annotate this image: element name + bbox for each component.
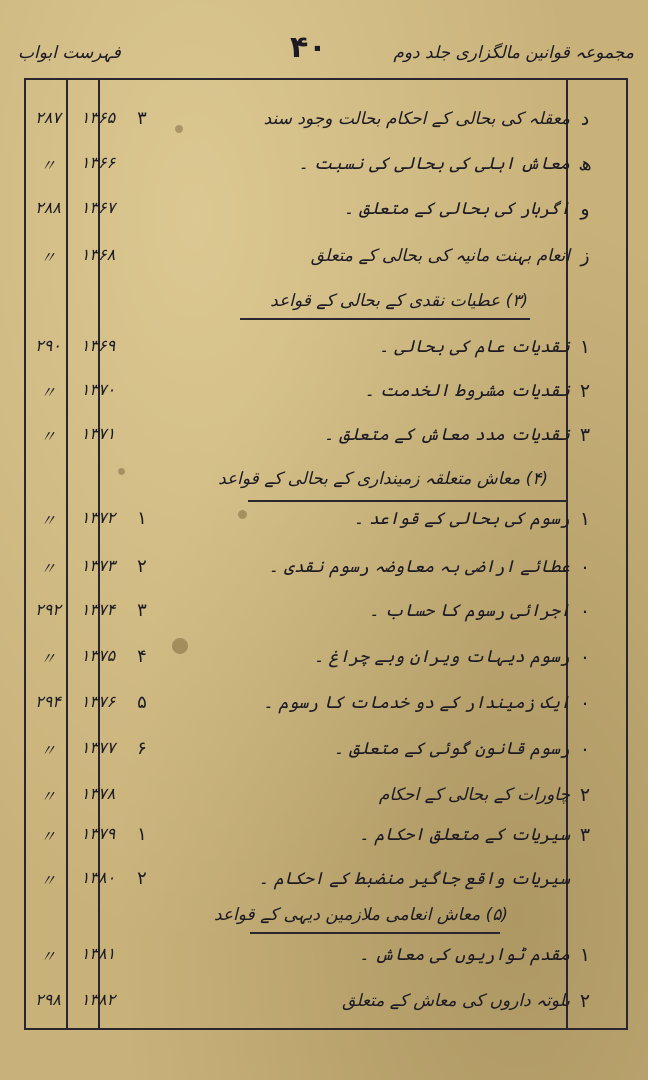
row-number: ۰ (579, 556, 591, 578)
table-row (0, 784, 648, 828)
section-code: ۱۳۶۶ (80, 153, 116, 172)
table-row (0, 738, 648, 782)
section-underline (248, 500, 568, 502)
row-number: ۰ (579, 738, 591, 760)
page-ref: ۲۸۸ (35, 198, 61, 217)
row-title: نقدیات مدد معاش کے متعلق ۔ (323, 425, 570, 445)
row-number: ۰ (579, 600, 591, 622)
item-number: ۲ (137, 556, 147, 577)
row-title: نقدیات مشروط الخدمت ۔ (364, 381, 570, 401)
row-number: ۱ (579, 508, 591, 530)
section-code: ۱۳۷۲ (80, 508, 116, 527)
row-number: ۱ (579, 336, 591, 358)
row-title: سیریات واقع جاگیر منضبط کے احکام ۔ (258, 869, 570, 889)
section-code: ۱۳۶۷ (80, 198, 116, 217)
row-number: ۰ (579, 692, 591, 714)
row-number: ۲ (579, 380, 591, 402)
row-title: ایک زمیندار کے دو خدمات کا رسوم ۔ (263, 693, 570, 713)
page-ref: ۲۸۷ (35, 108, 61, 127)
table-row (0, 824, 648, 868)
page-ref: 〃 (39, 156, 56, 175)
page-ref: 〃 (39, 741, 56, 760)
section-heading: (۳) عطیات نقدی کے بحالی کے قواعد (270, 291, 528, 311)
row-number: ز (580, 245, 590, 267)
section-code: ۱۳۷۰ (80, 380, 116, 399)
page-ref: 〃 (39, 871, 56, 890)
row-title: بلوتہ داروں کی معاش کے متعلق (342, 991, 570, 1011)
page-number: ۴۰ (290, 30, 327, 65)
row-title: نقدیات عام کی بحالی ۔ (379, 337, 570, 357)
section-code: ۱۳۷۱ (80, 424, 116, 443)
row-title: اجرائی رسوم کا حساب ۔ (369, 601, 570, 621)
page-ref: 〃 (39, 511, 56, 530)
row-title: انعام بہنت مانیہ کی بحالی کے متعلق (310, 246, 570, 266)
section-code: ۱۳۶۹ (80, 336, 116, 355)
table-row (0, 556, 648, 600)
row-number: ۳ (579, 424, 591, 446)
page-ref: ۲۹۸ (35, 990, 61, 1009)
section-code: ۱۳۸۰ (80, 868, 116, 887)
row-number: ۱ (579, 944, 591, 966)
section-code: ۱۳۷۵ (80, 646, 116, 665)
section-code: ۱۳۷۳ (80, 556, 116, 575)
page-ref: ۲۹۲ (35, 600, 61, 619)
table-row (0, 692, 648, 736)
row-title: مقدم ٹواریوں کی معاش ۔ (359, 945, 570, 965)
section-code: ۱۳۷۹ (80, 824, 116, 843)
item-number: ۱ (137, 824, 147, 845)
section-code: ۱۳۸۲ (80, 990, 116, 1009)
section-code: ۱۳۶۵ (80, 108, 116, 127)
row-number: ھ (578, 153, 592, 175)
row-title: سیریات کے متعلق احکام ۔ (359, 825, 570, 845)
section-underline (240, 318, 530, 320)
table-row (0, 245, 648, 289)
table-row (0, 990, 648, 1034)
row-title: معاش اہلی کی بحالی کی نسبت ۔ (298, 154, 570, 174)
row-number: د (580, 108, 590, 130)
page-ref: 〃 (39, 427, 56, 446)
row-number: ۲ (579, 990, 591, 1012)
item-number: ۶ (137, 738, 147, 759)
row-title: معقلہ کی بحالی کے احکام بحالت وجود سند (263, 109, 570, 129)
item-number: ۱ (137, 508, 147, 529)
table-row (0, 646, 648, 690)
row-title: چاورات کے بحالی کے احکام (378, 785, 570, 805)
row-number: و (580, 198, 590, 220)
table-row (0, 508, 648, 552)
item-number: ۲ (137, 868, 147, 889)
item-number: ۵ (137, 692, 147, 713)
item-number: ۳ (137, 108, 147, 129)
index-label: فہرست ابواب (18, 43, 121, 63)
collection-title: مجموعہ قوانین مالگزاری جلد دوم (393, 43, 634, 63)
item-number: ۴ (137, 646, 147, 667)
page-ref: ۲۹۴ (35, 692, 61, 711)
page-ref: 〃 (39, 649, 56, 668)
section-heading: (۴) معاش متعلقہ زمینداری کے بحالی کے قواعد (218, 469, 548, 489)
section-code: ۱۳۷۴ (80, 600, 116, 619)
table-row (0, 380, 648, 424)
row-title: عطائے اراضی بہ معاوضہ رسوم نقدی ۔ (268, 557, 570, 577)
row-title: اگرہار کی بحالی کے متعلق ۔ (343, 199, 570, 219)
table-row (0, 424, 648, 468)
row-number: ۲ (579, 784, 591, 806)
row-title: رسوم قانون گوئی کے متعلق ۔ (333, 739, 570, 759)
section-code: ۱۳۷۸ (80, 784, 116, 803)
table-row (0, 600, 648, 644)
section-code: ۱۳۶۸ (80, 245, 116, 264)
page-ref: ۲۹۰ (35, 336, 61, 355)
table-row (0, 944, 648, 988)
page-ref: 〃 (39, 787, 56, 806)
table-row (0, 153, 648, 197)
section-code: ۱۳۷۶ (80, 692, 116, 711)
page-ref: 〃 (39, 248, 56, 267)
section-underline (250, 932, 500, 934)
row-number: ۳ (579, 824, 591, 846)
section-code: ۱۳۷۷ (80, 738, 116, 757)
item-number: ۳ (137, 600, 147, 621)
page-ref: 〃 (39, 827, 56, 846)
page-ref: 〃 (39, 947, 56, 966)
section-heading: (۵) معاش انعامی ملازمین دیہی کے قواعد (213, 905, 508, 925)
table-row (0, 108, 648, 152)
table-row (0, 198, 648, 242)
page-ref: 〃 (39, 559, 56, 578)
row-title: رسوم دیہات ویران وبے چراغ ۔ (313, 647, 570, 667)
row-title: رسوم کی بحالی کے قواعد ۔ (353, 509, 570, 529)
page-ref: 〃 (39, 383, 56, 402)
table-row (0, 336, 648, 380)
row-number: ۰ (579, 646, 591, 668)
section-code: ۱۳۸۱ (80, 944, 116, 963)
